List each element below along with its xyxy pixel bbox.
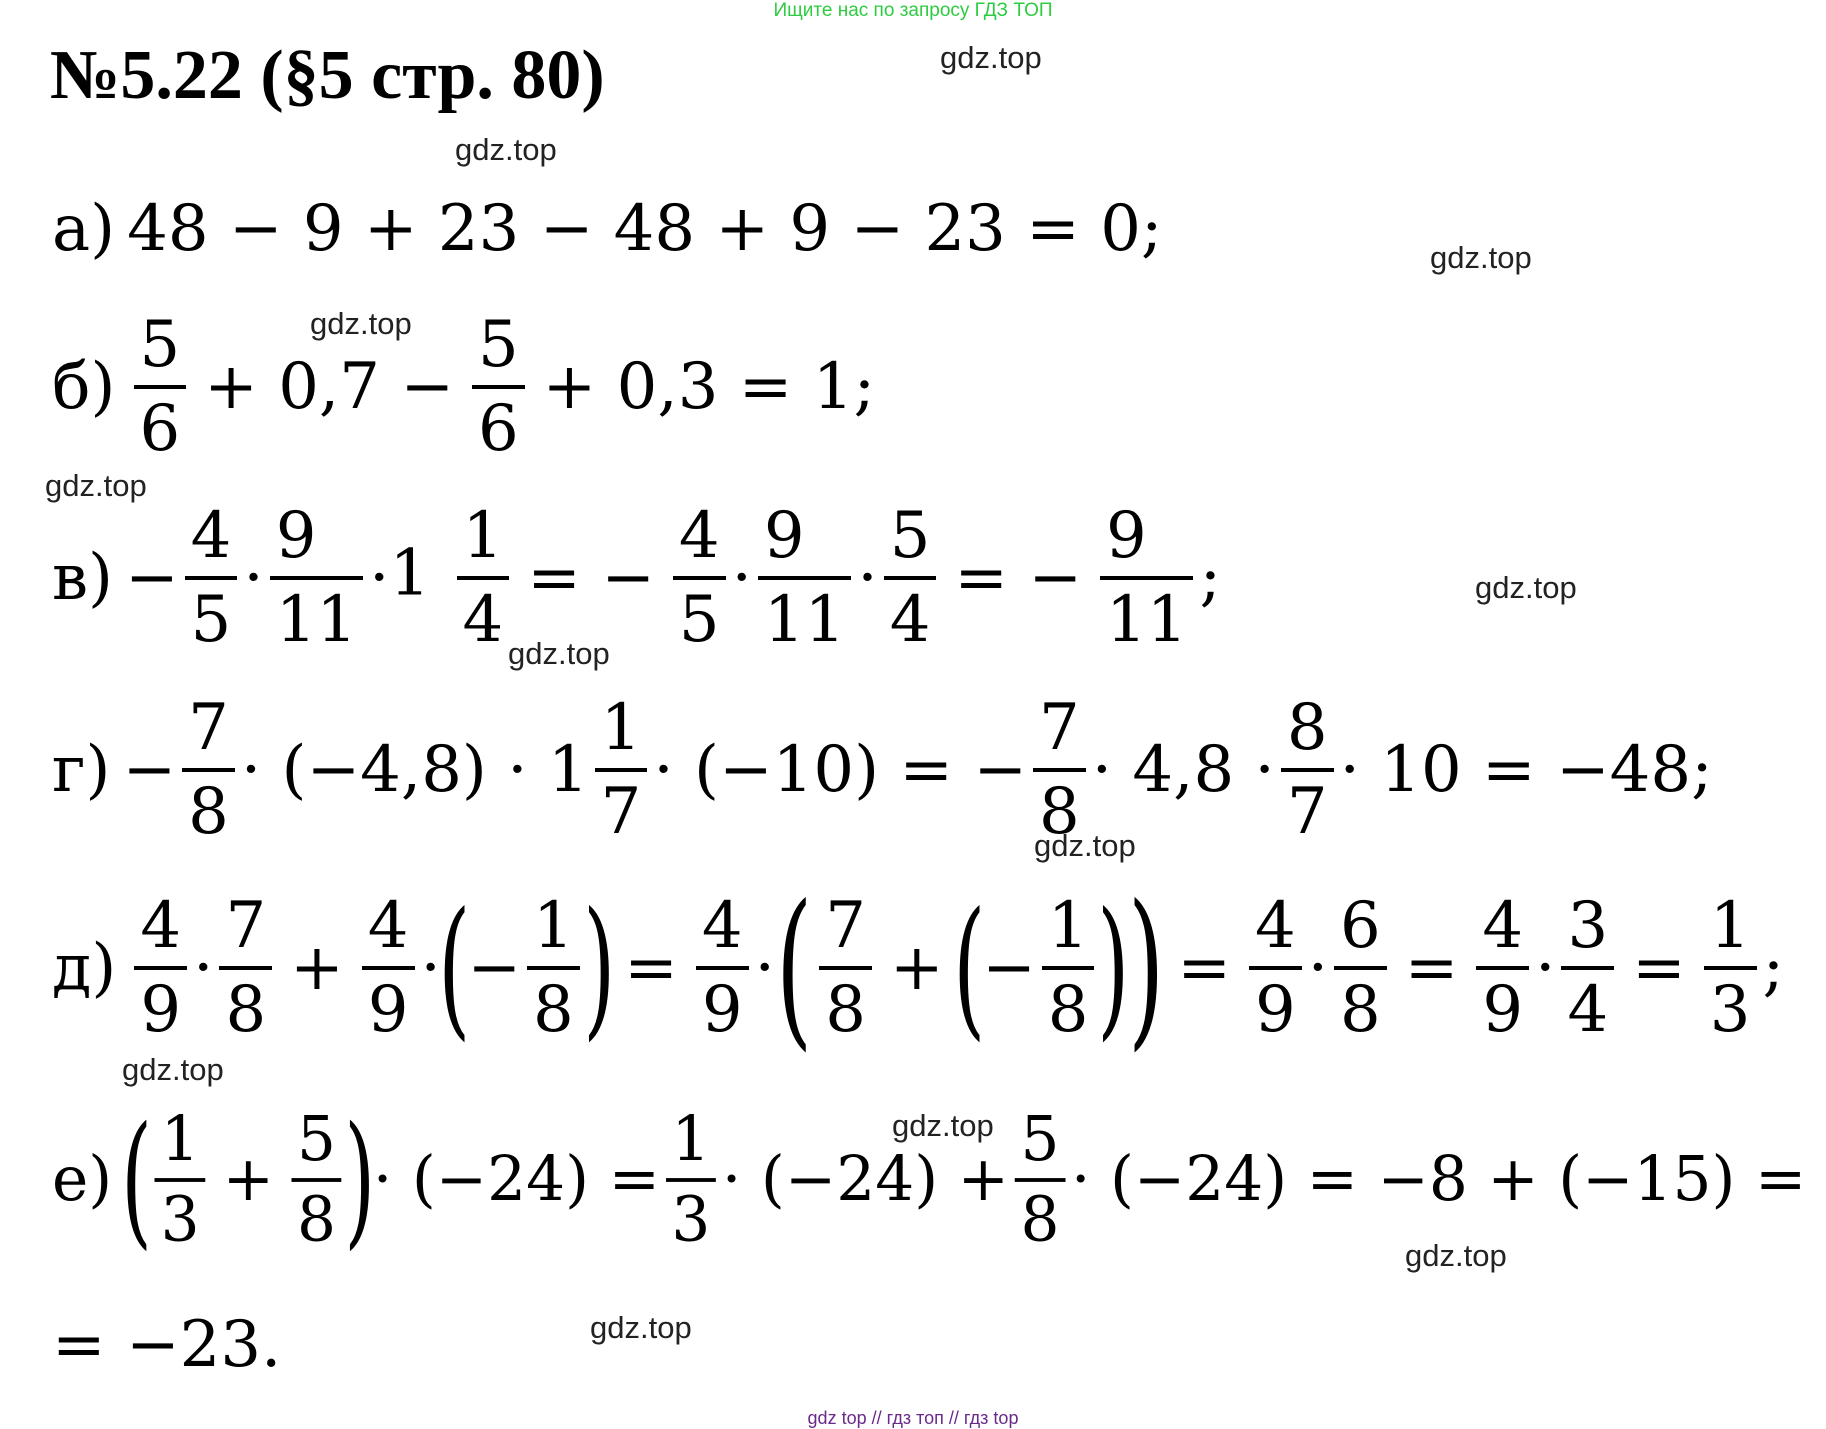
watermark: gdz.top bbox=[1430, 240, 1532, 275]
fraction: $\frac{1}{7}$ bbox=[595, 694, 648, 846]
paren-open: ( bbox=[438, 880, 471, 1055]
paren-close: ) bbox=[344, 1096, 376, 1264]
dot-operator: · bbox=[754, 930, 775, 1005]
item-label: д) bbox=[52, 930, 117, 1005]
equation-text: · (−24) = bbox=[372, 1144, 660, 1216]
fraction: $\frac{4}{9}$ bbox=[1476, 892, 1529, 1044]
dot-operator: · bbox=[1307, 930, 1329, 1005]
fraction: $\frac{7}{8}$ bbox=[819, 892, 872, 1044]
fraction: $\frac{8}{7}$ bbox=[1281, 694, 1334, 846]
mixed-number: 1 $\frac{1}{4}$ bbox=[389, 502, 515, 654]
fraction: $\frac{7}{8}$ bbox=[219, 892, 272, 1044]
fraction: $\frac{5}{6}$ bbox=[472, 311, 525, 463]
watermark: gdz.top bbox=[122, 1052, 224, 1087]
fraction: $\frac{9}{11}$ bbox=[1100, 502, 1193, 654]
fraction: $\frac{1}{8}$ bbox=[527, 892, 580, 1044]
fraction: $\frac{1}{3}$ bbox=[155, 1107, 206, 1253]
equation-text: = −23. bbox=[52, 1308, 282, 1382]
watermark: gdz.top bbox=[310, 306, 412, 341]
equals-sign: = bbox=[624, 930, 678, 1005]
paren-open: ( bbox=[775, 868, 813, 1067]
fraction: $\frac{1}{3}$ bbox=[666, 1107, 717, 1253]
paren-open: ( bbox=[120, 1096, 152, 1264]
paren-close: ) bbox=[582, 880, 616, 1055]
watermark: gdz.top bbox=[45, 468, 147, 503]
item-label: г) bbox=[52, 732, 111, 807]
minus-sign: − bbox=[125, 540, 179, 615]
paren-close: ) bbox=[1127, 868, 1165, 1067]
plus-sign: + bbox=[889, 930, 944, 1005]
equation-d bbox=[52, 868, 1785, 1067]
dot-operator: · bbox=[420, 930, 441, 1005]
item-label: в) bbox=[52, 540, 113, 615]
equation-text: · 10 = −48; bbox=[1339, 732, 1713, 807]
fraction: $\frac{3}{4}$ bbox=[1561, 892, 1614, 1044]
watermark: gdz.top bbox=[1475, 570, 1577, 605]
watermark: gdz.top bbox=[1405, 1238, 1507, 1273]
equation-e-result bbox=[52, 1300, 281, 1390]
fraction: $\frac{9}{11}$ bbox=[270, 502, 363, 654]
fraction: $\frac{4}{5}$ bbox=[185, 502, 238, 654]
fraction: $\frac{7}{8}$ bbox=[1033, 694, 1086, 846]
fraction: $\frac{5}{8}$ bbox=[1015, 1107, 1066, 1253]
dot-operator: · bbox=[731, 540, 752, 615]
fraction: $\frac{4}{9}$ bbox=[1249, 892, 1302, 1044]
item-label: б) bbox=[52, 350, 116, 424]
fraction: $\frac{5}{8}$ bbox=[291, 1107, 342, 1253]
semicolon: ; bbox=[1199, 540, 1221, 615]
footer-links: gdz top // гдз топ // гдз top bbox=[807, 1408, 1019, 1428]
semicolon: ; bbox=[1762, 930, 1785, 1005]
minus-sign: − bbox=[982, 930, 1036, 1005]
equation-v bbox=[52, 500, 1221, 655]
fraction: $\frac{1}{3}$ bbox=[1704, 892, 1757, 1044]
fraction: $\frac{4}{9}$ bbox=[696, 892, 749, 1044]
fraction: $\frac{4}{5}$ bbox=[673, 502, 726, 654]
watermark: gdz.top bbox=[590, 1310, 692, 1345]
fraction: $\frac{4}{9}$ bbox=[134, 892, 187, 1044]
watermark: gdz.top bbox=[508, 636, 610, 671]
watermark: gdz.top bbox=[892, 1108, 994, 1143]
dot-operator: · bbox=[857, 540, 878, 615]
paren-open: ( bbox=[952, 880, 985, 1055]
equation-text: + 0,7 − bbox=[204, 350, 454, 424]
equation-text: + 0,3 = 1; bbox=[542, 350, 875, 424]
fraction: $\frac{5}{6}$ bbox=[134, 311, 187, 463]
equation-g bbox=[52, 692, 1713, 847]
watermark: gdz.top bbox=[455, 132, 557, 167]
equation-e bbox=[52, 1096, 1807, 1264]
equation-a bbox=[52, 184, 1162, 274]
watermark: gdz.top bbox=[1034, 828, 1136, 863]
search-banner: Ищите нас по запросу ГДЗ ТОП bbox=[773, 0, 1053, 21]
paren-close: ) bbox=[1097, 880, 1130, 1055]
dot-operator: · bbox=[193, 930, 214, 1005]
equals-sign: = bbox=[1404, 930, 1459, 1005]
equals-sign: = bbox=[1632, 930, 1686, 1005]
fraction: $\frac{9}{11}$ bbox=[758, 502, 851, 654]
dot-operator: · bbox=[243, 540, 264, 615]
minus-sign: − bbox=[467, 930, 521, 1005]
equation-text: · (−24) + bbox=[721, 1144, 1009, 1216]
fraction: $\frac{5}{4}$ bbox=[884, 502, 937, 654]
item-label: а) bbox=[52, 192, 116, 266]
equation-text: · (−4,8) · 1 bbox=[240, 732, 589, 807]
equation-b bbox=[52, 308, 887, 466]
equation-text: 48 − 9 + 23 − 48 + 9 − 23 = 0; bbox=[127, 192, 1163, 266]
fraction: $\frac{1}{8}$ bbox=[1042, 892, 1095, 1044]
dot-operator: · bbox=[369, 540, 390, 615]
equals-minus: = − bbox=[527, 540, 655, 615]
equation-text: · (−10) = − bbox=[653, 732, 1027, 807]
problem-title: №5.22 (§5 стр. 80) bbox=[50, 37, 605, 114]
equation-text: · (−24) = −8 + (−15) = bbox=[1070, 1144, 1807, 1216]
equals-sign: = bbox=[1177, 930, 1231, 1005]
plus-sign: + bbox=[222, 1144, 274, 1216]
equals-minus: = − bbox=[954, 540, 1082, 615]
fraction: $\frac{7}{8}$ bbox=[182, 694, 235, 846]
fraction: $\frac{4}{9}$ bbox=[362, 892, 415, 1044]
equation-text: · 4,8 · bbox=[1091, 732, 1275, 807]
dot-operator: · bbox=[1535, 930, 1556, 1005]
fraction: $\frac{6}{8}$ bbox=[1334, 892, 1387, 1044]
item-label: е) bbox=[52, 1144, 113, 1216]
minus-sign: − bbox=[122, 732, 177, 807]
watermark: gdz.top bbox=[940, 40, 1042, 75]
plus-sign: + bbox=[290, 930, 344, 1005]
